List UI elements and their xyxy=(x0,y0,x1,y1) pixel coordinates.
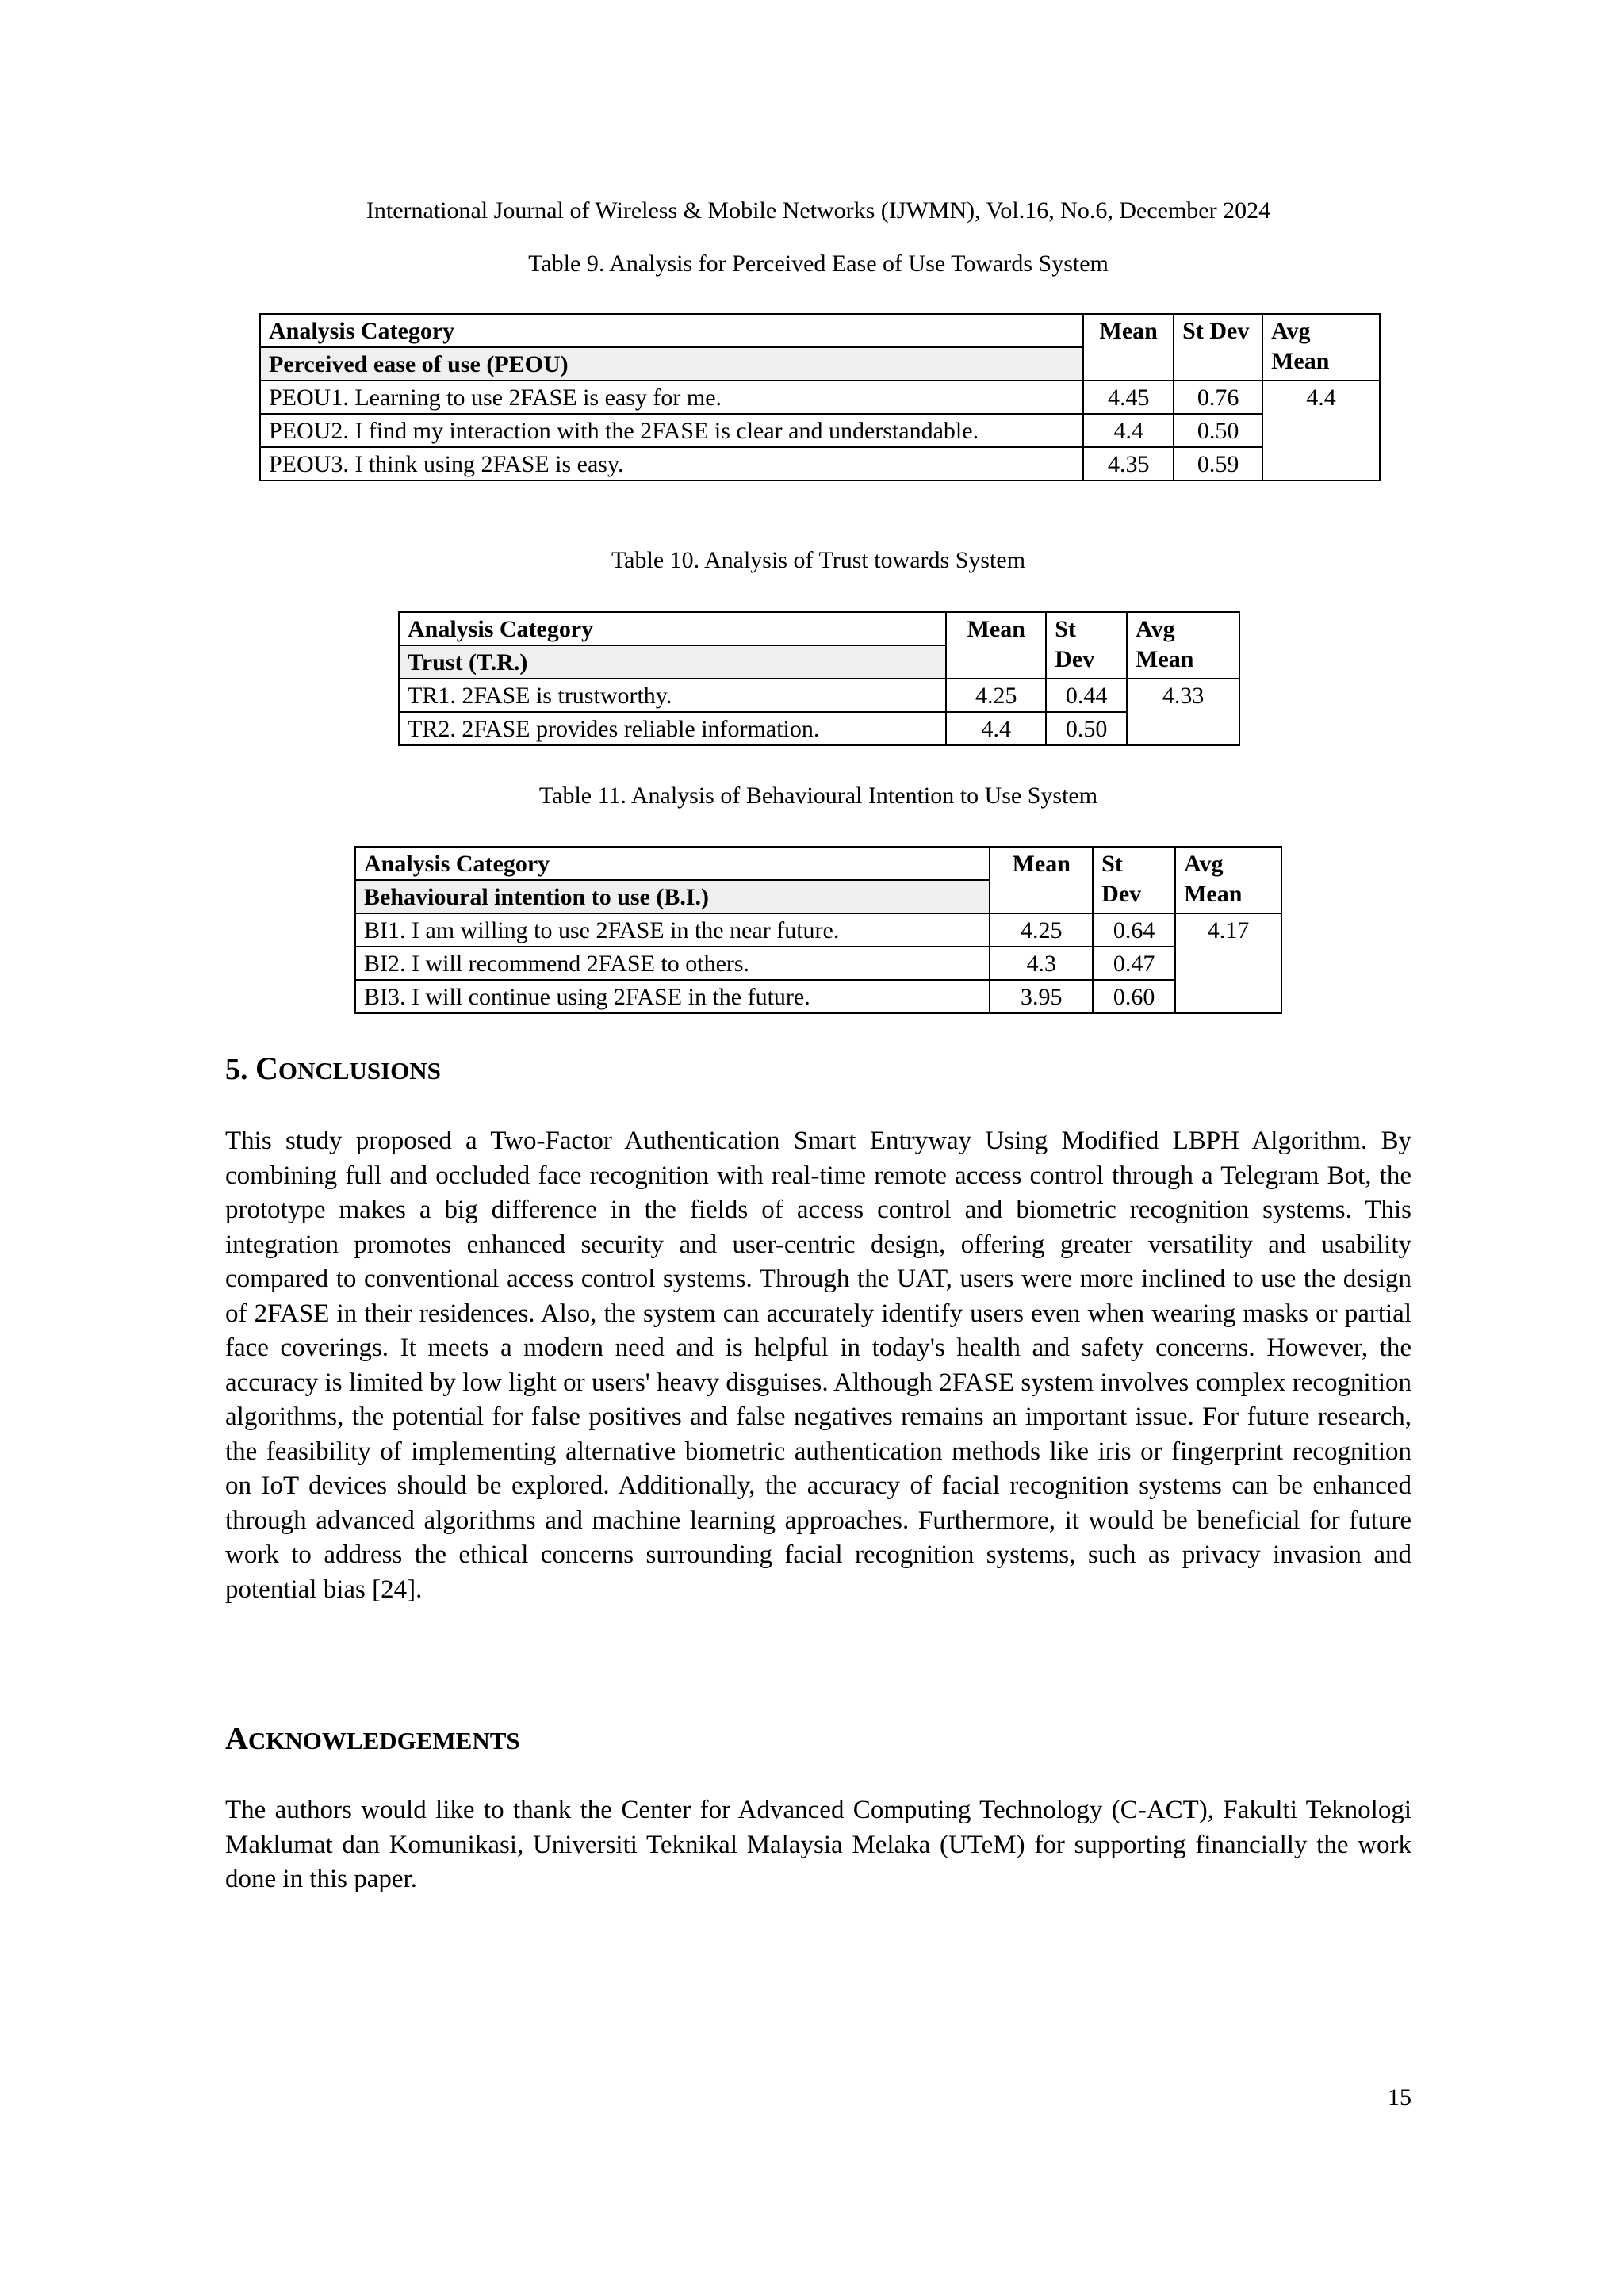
paper-page xyxy=(225,0,1411,2296)
item-text: TR1. 2FASE is trustworthy. xyxy=(399,679,946,712)
table-9-caption: Table 9. Analysis for Perceived Ease of Use Towards System xyxy=(528,251,1109,277)
mean-value: 4.25 xyxy=(990,913,1093,947)
item-text: PEOU1. Learning to use 2FASE is easy for me. xyxy=(260,381,1083,414)
running-header: International Journal of Wireless & Mobile Networks (IJWMN), Vol.16, No.6, December 2024 xyxy=(366,197,1271,224)
heading-initial: C xyxy=(255,1050,278,1086)
stdev-value: 0.59 xyxy=(1174,447,1262,480)
table-row xyxy=(399,712,1239,745)
table-row xyxy=(355,913,1281,947)
avg-mean-header: Avg Mean xyxy=(1127,612,1239,679)
stdev-value: 0.64 xyxy=(1093,913,1175,947)
table-10-caption: Table 10. Analysis of Trust towards System xyxy=(611,547,1026,573)
mean-value: 4.4 xyxy=(1083,414,1174,447)
mean-value: 4.35 xyxy=(1083,447,1174,480)
item-text: PEOU3. I think using 2FASE is easy. xyxy=(260,447,1083,480)
mean-value: 4.45 xyxy=(1083,381,1174,414)
mean-value: 4.25 xyxy=(946,679,1046,712)
avg-mean-value: 4.4 xyxy=(1262,381,1380,480)
table-9 xyxy=(259,313,1381,481)
stdev-header: St Dev xyxy=(1046,612,1127,679)
item-text: BI2. I will recommend 2FASE to others. xyxy=(355,947,990,980)
stdev-header: St Dev xyxy=(1093,847,1175,913)
table-row xyxy=(399,679,1239,712)
mean-value: 3.95 xyxy=(990,980,1093,1013)
table-row xyxy=(260,447,1380,480)
conclusions-heading xyxy=(225,1050,441,1089)
category-header: Analysis Category xyxy=(260,314,1083,347)
stdev-header: St Dev xyxy=(1174,314,1262,381)
item-text: BI1. I am willing to use 2FASE in the near future. xyxy=(355,913,990,947)
avg-mean-header: Avg Mean xyxy=(1175,847,1281,913)
table-row xyxy=(260,381,1380,414)
table-header-row xyxy=(260,314,1380,347)
table-header-row xyxy=(355,847,1281,880)
acknowledgements-heading xyxy=(225,1720,520,1759)
item-text: TR2. 2FASE provides reliable information. xyxy=(399,712,946,745)
table-row xyxy=(260,414,1380,447)
table-row xyxy=(355,980,1281,1013)
table-11 xyxy=(354,846,1282,1014)
category-header: Analysis Category xyxy=(399,612,946,645)
table-header-row xyxy=(399,612,1239,645)
construct-label: Trust (T.R.) xyxy=(399,645,946,679)
stdev-value: 0.50 xyxy=(1174,414,1262,447)
category-header: Analysis Category xyxy=(355,847,990,880)
stdev-value: 0.50 xyxy=(1046,712,1127,745)
heading-rest: CKNOWLEDGEMENTS xyxy=(247,1727,520,1755)
heading-rest: ONCLUSIONS xyxy=(278,1057,441,1085)
acknowledgements-paragraph: The authors would like to thank the Center for Advanced Computing Technology (C-ACT), Fakulti Teknologi Maklumat dan Komunikasi, Universiti Teknikal Malaysia Melaka (UTeM) for supporting financially the work done in this paper. xyxy=(225,1796,1411,1893)
avg-mean-value: 4.33 xyxy=(1127,679,1239,745)
table-row xyxy=(355,947,1281,980)
item-text: BI3. I will continue using 2FASE in the future. xyxy=(355,980,990,1013)
stdev-value: 0.44 xyxy=(1046,679,1127,712)
mean-value: 4.4 xyxy=(946,712,1046,745)
item-text: PEOU2. I find my interaction with the 2FASE is clear and understandable. xyxy=(260,414,1083,447)
construct-label: Perceived ease of use (PEOU) xyxy=(260,347,1083,381)
section-number: 5. xyxy=(225,1053,248,1086)
conclusions-paragraph: This study proposed a Two-Factor Authentication Smart Entryway Using Modified LBPH Algorithm. By combining full and occluded face recognition with real-time remote access control through a Telegram Bot, the prototype makes a big difference in the fields of access control and biometric recognition systems. This integration promotes enhanced security and user-centric design, offering greater versatility and usability compared to conventional access control systems. Through the UAT, users were more inclined to use the design of 2FASE in their residences. Also, the system can accurately identify users even when wearing masks or partial face coverings. It meets a modern need and is helpful in today's health and safety concerns. However, the accuracy is limited by low light or users' heavy disguises. Although 2FASE system involves complex recognition algorithms, the potential for false positives and false negatives remains an important issue. For future research, the feasibility of implementing alternative biometric authentication methods like iris or fingerprint recognition on IoT devices should be explored. Additionally, the accuracy of facial recognition systems can be enhanced through advanced algorithms and machine learning approaches. Furthermore, it would be beneficial for future work to address the ethical concerns surrounding facial recognition systems, such as privacy invasion and potential bias [24]. xyxy=(225,1127,1411,1604)
mean-header: Mean xyxy=(1083,314,1174,381)
stdev-value: 0.76 xyxy=(1174,381,1262,414)
heading-initial: A xyxy=(225,1720,248,1756)
avg-mean-value: 4.17 xyxy=(1175,913,1281,1013)
construct-label: Behavioural intention to use (B.I.) xyxy=(355,880,990,913)
mean-header: Mean xyxy=(946,612,1046,679)
mean-header: Mean xyxy=(990,847,1093,913)
table-11-caption: Table 11. Analysis of Behavioural Intention to Use System xyxy=(538,783,1098,809)
page-number: 15 xyxy=(1388,2084,1411,2110)
mean-value: 4.3 xyxy=(990,947,1093,980)
stdev-value: 0.47 xyxy=(1093,947,1175,980)
stdev-value: 0.60 xyxy=(1093,980,1175,1013)
avg-mean-header: Avg Mean xyxy=(1262,314,1380,381)
table-10 xyxy=(398,611,1240,746)
